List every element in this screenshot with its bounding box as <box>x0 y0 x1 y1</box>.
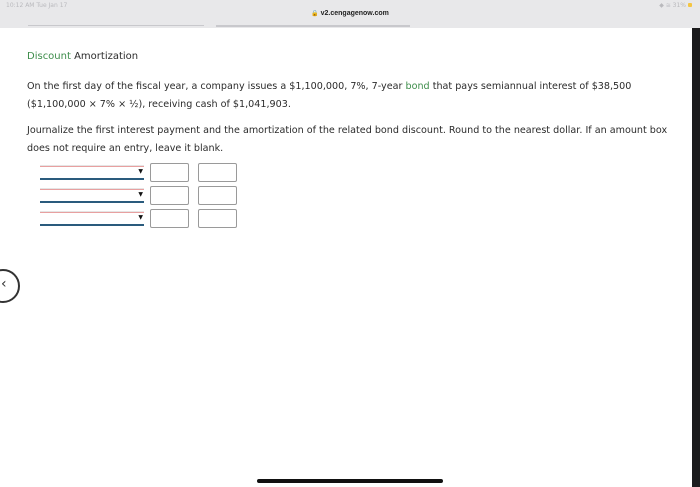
tab-indicator-active <box>216 25 410 27</box>
debit-input[interactable] <box>150 186 189 205</box>
screen-edge <box>692 28 700 487</box>
bond-link[interactable]: bond <box>405 81 430 92</box>
caret-down-icon: ▼ <box>138 191 143 198</box>
account-dropdown[interactable] <box>40 165 144 180</box>
problem-description <box>27 78 677 114</box>
journal-row <box>40 163 240 183</box>
status-time: 10:12 AM Tue Jan 17 <box>6 2 68 9</box>
address-bar[interactable] <box>0 10 700 17</box>
credit-input[interactable] <box>198 186 237 205</box>
dropdown-border <box>40 212 144 213</box>
caret-down-icon: ▼ <box>138 168 143 175</box>
problem-description-text: On the first day of the fiscal year, a company issues a $1,100,000, 7%, 7-year <box>27 81 406 92</box>
instructions: Journalize the first interest payment and the amortization of the related bond discount. Round to the nearest dollar. If an amount box does not require an entry, leave it blank. <box>27 125 668 154</box>
journal-row <box>40 209 240 229</box>
dropdown-border <box>40 166 144 167</box>
problem-title-rest: Amortization <box>70 51 139 62</box>
credit-input[interactable] <box>198 209 237 228</box>
problem-description-text-end: that pays semiannual interest of $38,500 ($1,100,000 × 7% × ½), receiving cash of $1,041,903. <box>27 81 632 110</box>
battery-icon <box>688 3 692 7</box>
credit-input[interactable] <box>198 163 237 182</box>
tab-indicator <box>28 25 204 26</box>
problem-title <box>27 51 138 62</box>
status-indicators <box>659 2 692 9</box>
chevron-left-icon: ‹ <box>1 276 7 292</box>
debit-input[interactable] <box>150 163 189 182</box>
lock-icon: 🔒 <box>311 11 319 17</box>
home-indicator[interactable] <box>257 479 443 483</box>
discount-link[interactable]: Discount <box>27 51 71 62</box>
caret-down-icon: ▼ <box>138 214 143 221</box>
url-text: v2.cengagenow.com <box>320 10 389 17</box>
dropdown-border <box>40 189 144 190</box>
status-bar <box>0 0 700 28</box>
journal-row <box>40 186 240 206</box>
status-indicators-text: ◆ ≅ 31% <box>659 2 686 9</box>
account-dropdown[interactable] <box>40 188 144 203</box>
page-content <box>0 28 693 487</box>
account-dropdown[interactable] <box>40 211 144 226</box>
debit-input[interactable] <box>150 209 189 228</box>
